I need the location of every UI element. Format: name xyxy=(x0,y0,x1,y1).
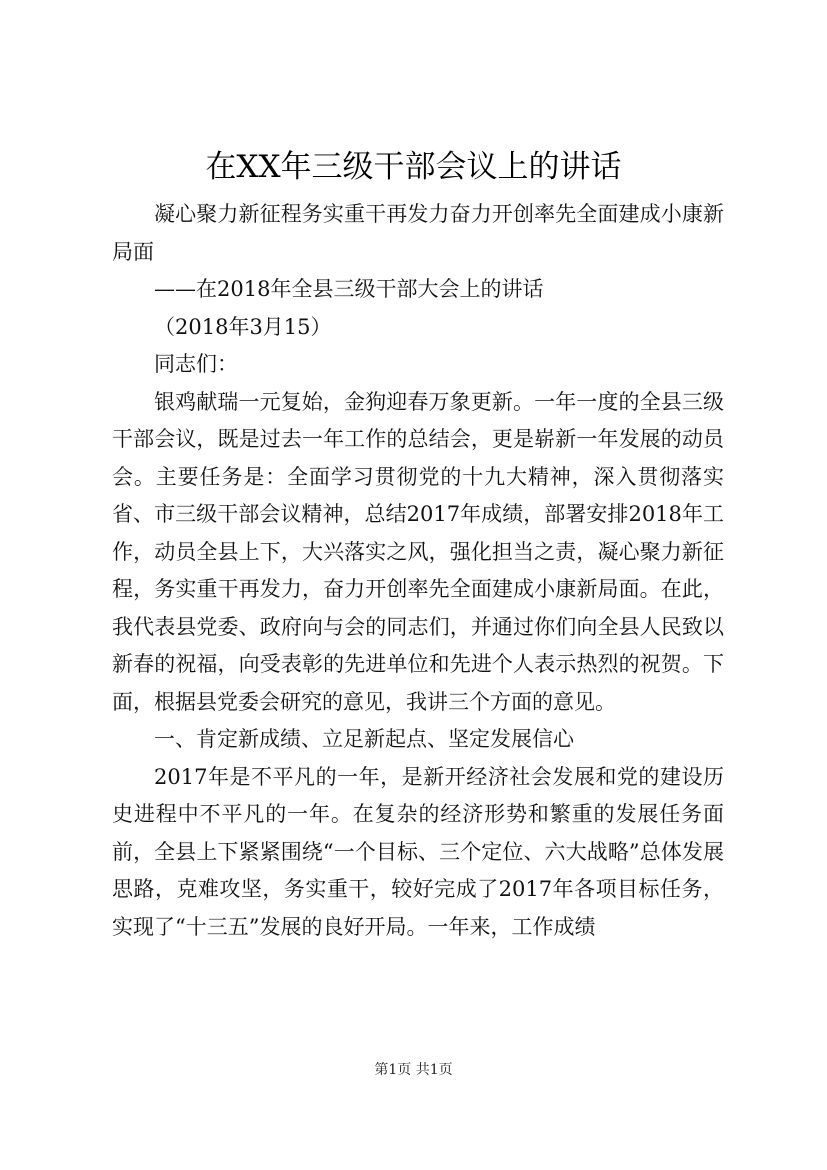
salutation-paragraph: 同志们： xyxy=(154,352,238,376)
speech-occasion-paragraph: ——在2018年全县三级干部大会上的讲话 xyxy=(154,277,544,301)
document-body xyxy=(112,196,724,946)
date-paragraph: （2018年3月15） xyxy=(154,314,332,339)
section-heading: 一、肯定新成绩、立足新起点、坚定发展信心 xyxy=(154,727,574,751)
page-footer: 第1页 共1页 xyxy=(374,1062,453,1078)
body-paragraph: 2017年是不平凡的一年，是新开经济社会发展和党的建设历史进程中不平凡的一年。在复杂的经济形势和繁重的发展任务面前，全县上下紧紧围绕“一个目标、三个定位、六大战略”总体发展思路，克难攻坚，务实重干，较好完成了2017年各项目标任务，实现了“十三五”发展的良好开局。一年来，工作成绩 xyxy=(112,764,724,939)
subtitle-paragraph: 凝心聚力新征程务实重干再发力奋力开创率先全面建成小康新局面 xyxy=(112,202,724,264)
document-title: 在XX年三级干部会议上的讲话 xyxy=(205,149,622,185)
body-paragraph: 银鸡献瑞一元复始，金狗迎春万象更新。一年一度的全县三级干部会议，既是过去一年工作的总结会，更是崭新一年发展的动员会。主要任务是：全面学习贯彻党的十九大精神，深入贯彻落实省、市三级干部会议精神，总结2017年成绩，部署安排2018年工作，动员全县上下，大兴落实之风，强化担当之责，凝心聚力新征程，务实重干再发力，奋力开创率先全面建成小康新局面。在此，我代表县党委、政府向与会的同志们，并通过你们向全县人民致以新春的祝福，向受表彰的先进单位和先进个人表示热烈的祝贺。下面，根据县党委会研究的意见，我讲三个方面的意见。 xyxy=(112,389,724,714)
